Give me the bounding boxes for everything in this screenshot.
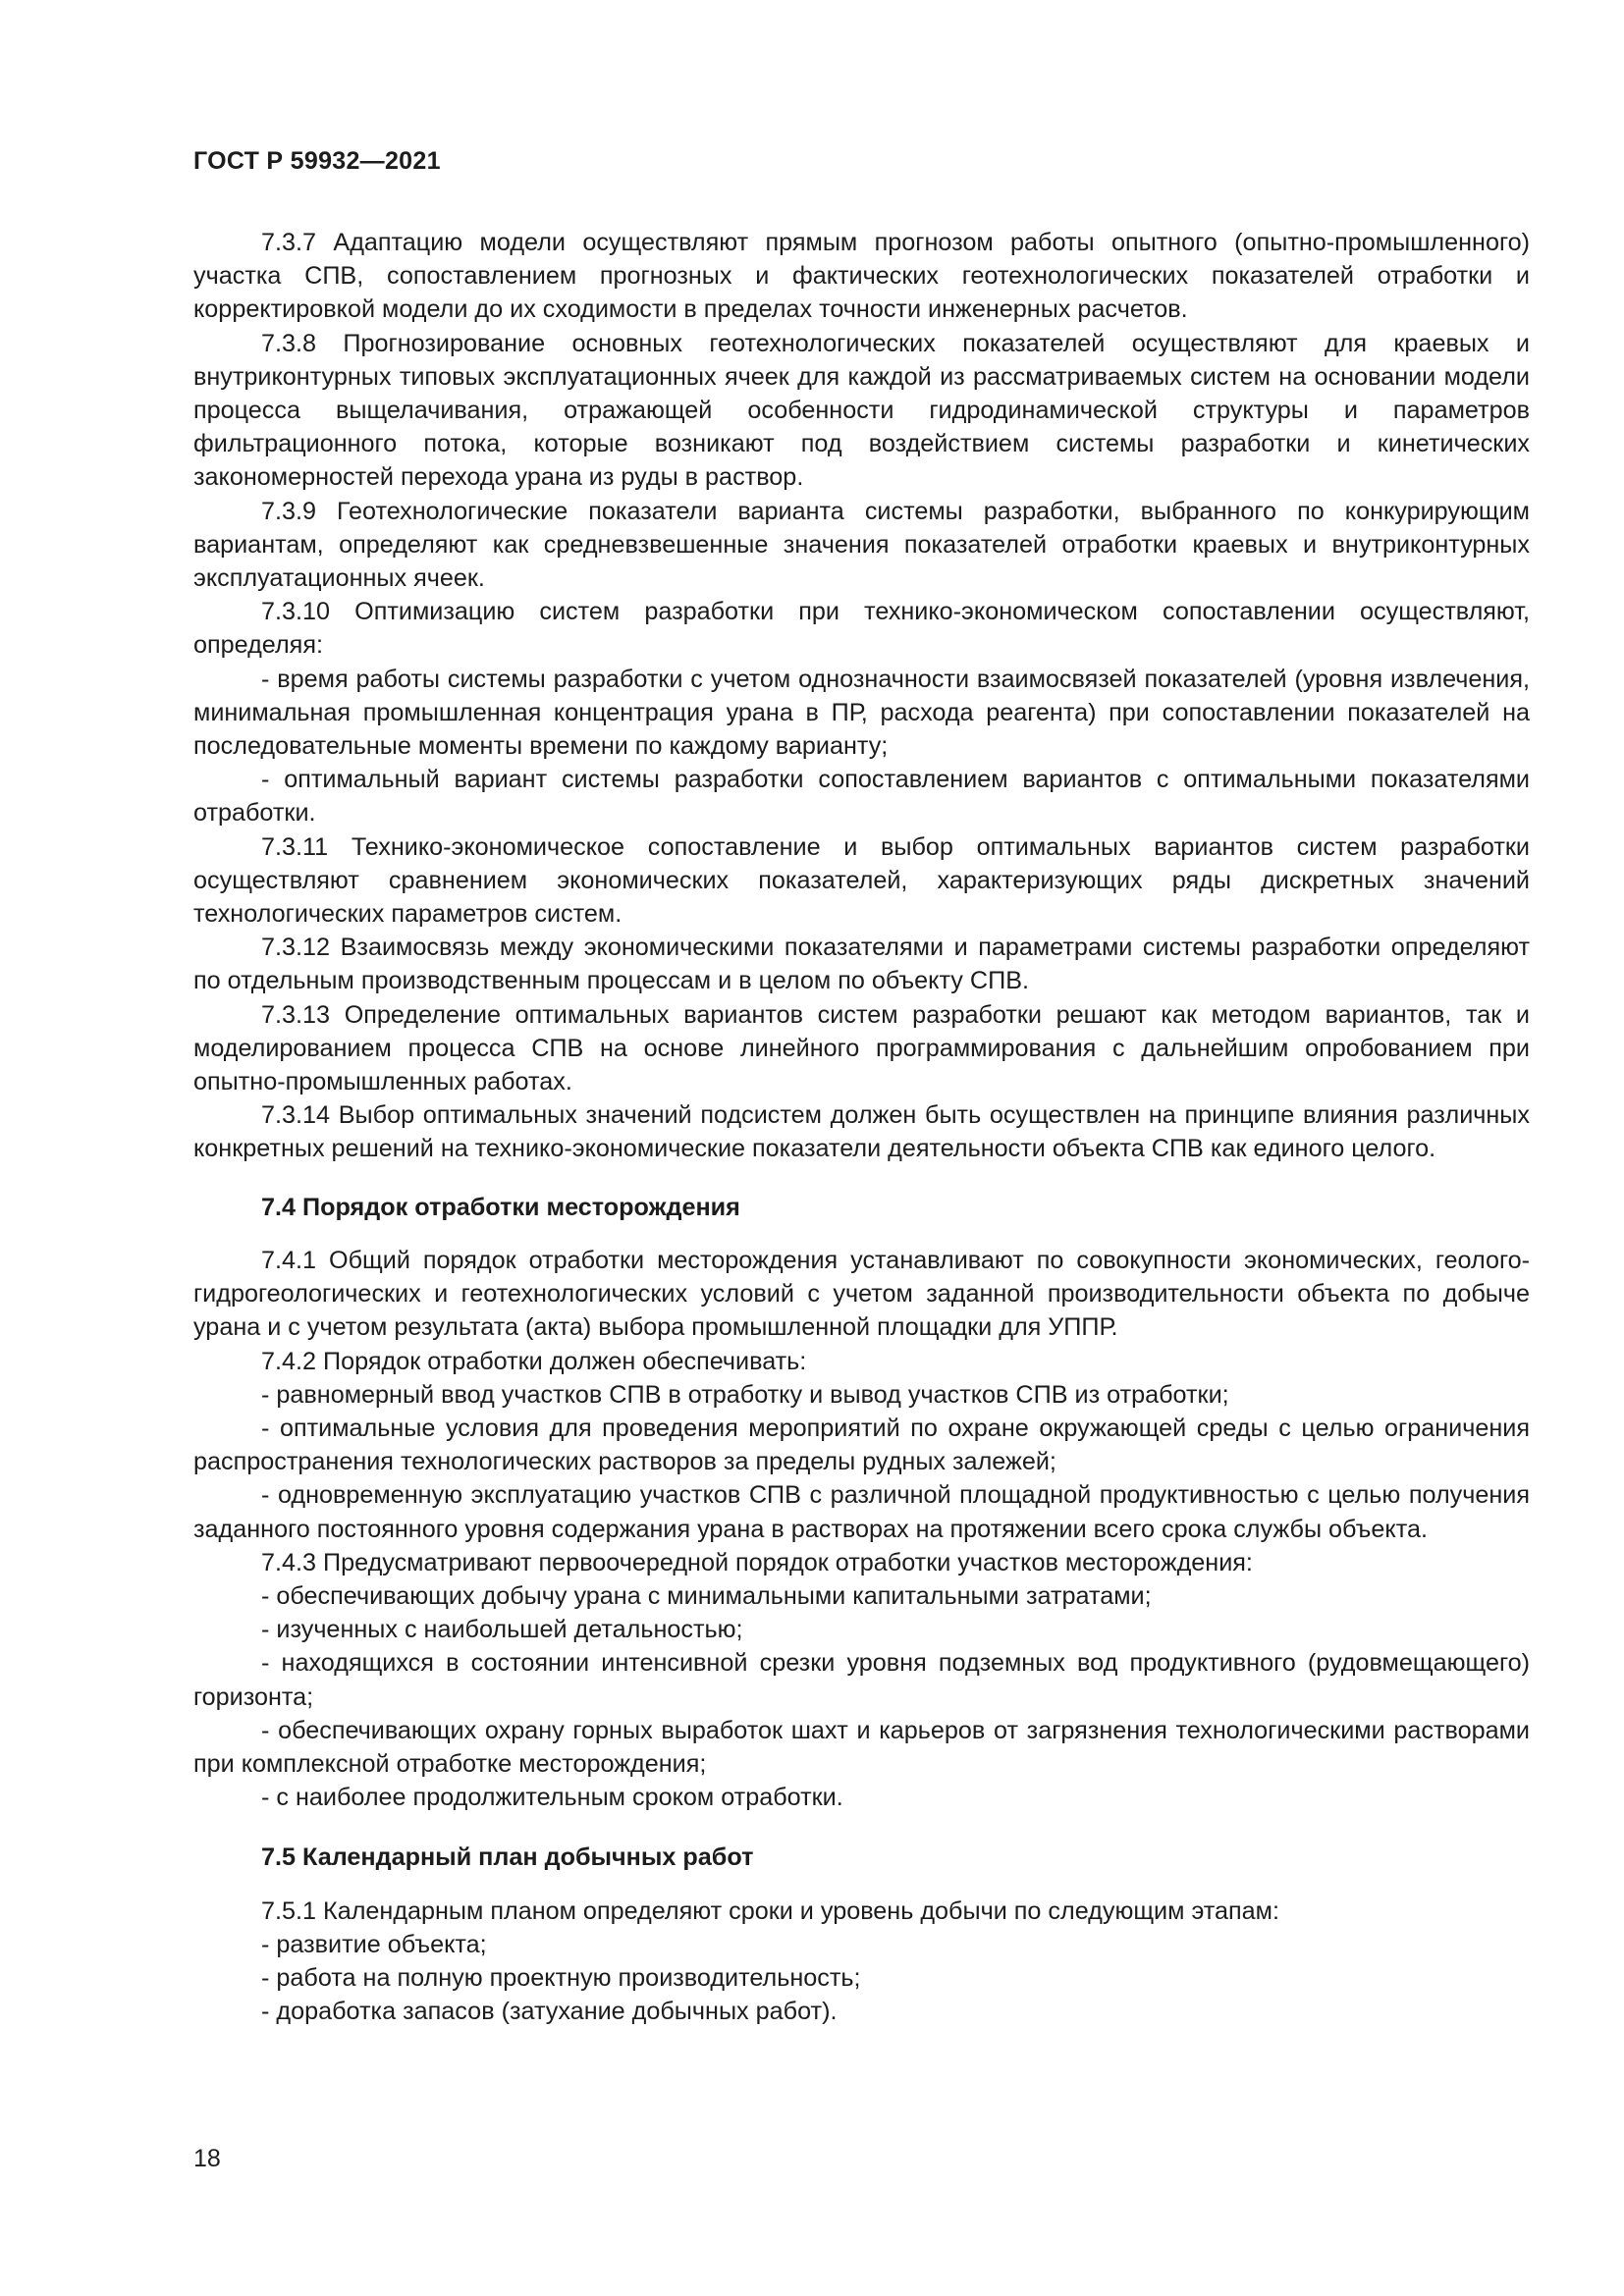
paragraph: - время работы системы разработки с учетом однозначности взаимосвязей показателей (уровня извлечения, минимальная промышленная концентрация урана в ПР, расхода реагента) при сопоставлении показателей на последовательные моменты времени по каждому варианту; xyxy=(193,665,1530,761)
section-7-4-paragraphs xyxy=(193,1244,1530,1814)
paragraph: - оптимальные условия для проведения мероприятий по охране окружающей среды с целью ограничения распространения технологических растворов за пределы рудных залежей; xyxy=(193,1414,1530,1476)
paragraph: - доработка запасов (затухание добычных работ). xyxy=(261,1998,838,2026)
paragraph: 7.4.1 Общий порядок отработки месторождения устанавливают по совокупности экономических, геолого-гидрогеологических и геотехнологических условий с учетом заданной производительности объекта по добыче урана и с учетом результата (акта) выбора промышленной площадки для УППР. xyxy=(193,1246,1530,1342)
paragraph: 7.4.2 Порядок отработки должен обеспечивать: xyxy=(261,1347,807,1375)
section-heading-7-5: 7.5 Календарный план добычных работ xyxy=(261,1843,754,1872)
paragraph: 7.3.12 Взаимосвязь между экономическими показателями и параметрами системы разработки определяют по отдельным производственным процессам и в целом по объекту СПВ. xyxy=(193,934,1530,995)
paragraph: - развитие объекта; xyxy=(261,1930,487,1958)
page-number: 18 xyxy=(193,2145,221,2172)
section-7-5-paragraphs xyxy=(193,1895,1530,2029)
paragraph: - обеспечивающих охрану горных выработок шахт и карьеров от загрязнения технологическими растворами при комплексной отработке месторождения; xyxy=(193,1716,1530,1778)
paragraph: 7.3.9 Геотехнологические показатели варианта системы разработки, выбранного по конкурирующим вариантам, определяют как средневзвешенные значения показателей отработки краевых и внутриконтурных эксплуатационных ячеек. xyxy=(193,497,1530,593)
paragraph: 7.3.13 Определение оптимальных вариантов систем разработки решают как методом вариантов, так и моделированием процесса СПВ на основе линейного программирования с дальнейшим опробованием при опытно-промышленных работах. xyxy=(193,1000,1530,1096)
paragraph: 7.3.14 Выбор оптимальных значений подсистем должен быть осуществлен на принципе влияния различных конкретных решений на технико-экономические показатели деятельности объекта СПВ как единого целого. xyxy=(193,1101,1530,1163)
paragraph: - изученных с наибольшей детальностью; xyxy=(261,1616,743,1644)
paragraph: - работа на полную проектную производительность; xyxy=(261,1963,861,1992)
standard-code-header: ГОСТ Р 59932—2021 xyxy=(193,147,441,175)
paragraph: 7.3.10 Оптимизацию систем разработки при технико-экономическом сопоставлении осуществляют, определяя: xyxy=(193,598,1530,660)
paragraph: - одновременную эксплуатацию участков СПВ с различной площадной продуктивностью с целью получения заданного постоянного уровня содержания урана в растворах на протяжении всего срока службы объекта. xyxy=(193,1481,1530,1543)
paragraph: - равномерный ввод участков СПВ в отработку и вывод участков СПВ из отработки; xyxy=(261,1380,1229,1409)
section-heading-7-4: 7.4 Порядок отработки месторождения xyxy=(261,1193,740,1221)
paragraph: 7.4.3 Предусматривают первоочередной порядок отработки участков месторождения: xyxy=(261,1548,1253,1576)
paragraph: 7.3.8 Прогнозирование основных геотехнологических показателей осуществляют для краевых и внутриконтурных типовых эксплуатационных ячеек для каждой из рассматриваемых систем на основании модели процесса выщелачивания, отражающей особенности гидродинамической структуры и параметров фильтрационного потока, которые возникают под воздействием системы разработки и кинетических закономерностей перехода урана из руды в раствор. xyxy=(193,329,1530,492)
paragraph: 7.3.11 Технико-экономическое сопоставление и выбор оптимальных вариантов систем разработки осуществляют сравнением экономических показателей, характеризующих ряды дискретных значений технологических параметров систем. xyxy=(193,832,1530,929)
paragraph: 7.5.1 Календарным планом определяют сроки и уровень добычи по следующим этапам: xyxy=(261,1896,1279,1925)
paragraph: 7.3.7 Адаптацию модели осуществляют прямым прогнозом работы опытного (опытно-промышленного) участка СПВ, сопоставлением прогнозных и фактических геотехнологических показателей отработки и корректировкой модели до их сходимости в пределах точности инженерных расчетов. xyxy=(193,229,1530,324)
paragraph: - с наиболее продолжительным сроком отработки. xyxy=(261,1784,843,1812)
section-7-3-paragraphs xyxy=(193,226,1530,1166)
document-body xyxy=(193,226,1530,2028)
paragraph: - оптимальный вариант системы разработки сопоставлением вариантов с оптимальными показателями отработки. xyxy=(193,766,1530,828)
paragraph: - обеспечивающих добычу урана с минимальными капитальными затратами; xyxy=(261,1581,1152,1610)
paragraph: - находящихся в состоянии интенсивной срезки уровня подземных вод продуктивного (рудовмещающего) горизонта; xyxy=(193,1649,1530,1711)
